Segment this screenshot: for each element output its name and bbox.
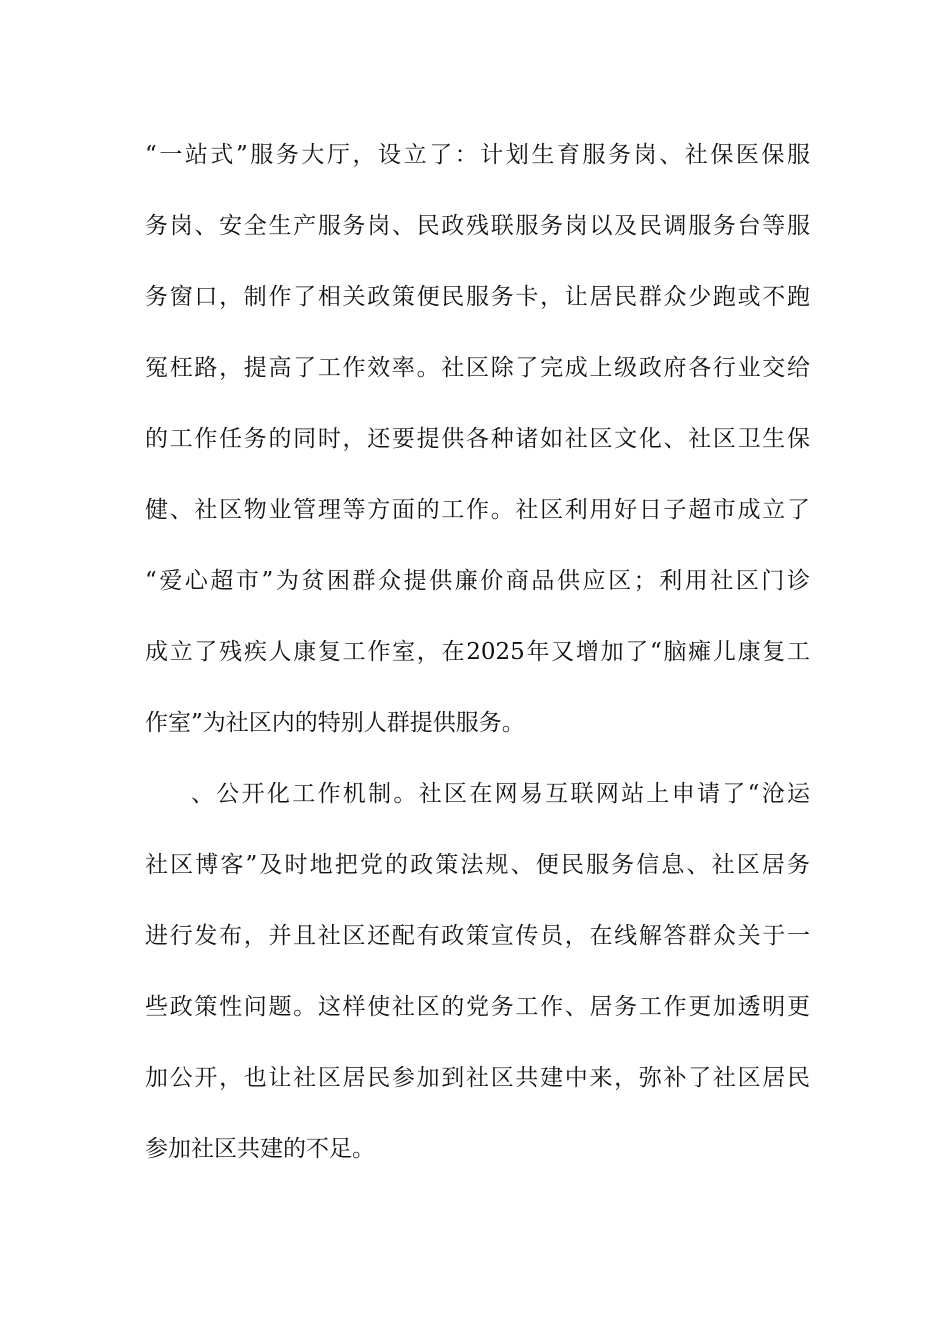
paragraph-2-line-4: 些政策性问题。这样使社区的党务工作、居务工作更加透明更 bbox=[145, 994, 810, 1020]
paragraph-1-line-1: “一站式”服务大厅，设立了：计划生育服务岗、社保医保服 bbox=[145, 142, 810, 168]
paragraph-2-line-1: 、公开化工作机制。社区在网易互联网站上申请了“沧运 bbox=[191, 781, 810, 807]
paragraph-1-line-9: 作室”为社区内的特别人群提供服务。 bbox=[145, 710, 525, 736]
paragraph-2-line-2: 社区博客”及时地把党的政策法规、便民服务信息、社区居务 bbox=[145, 852, 810, 878]
paragraph-2-line-6: 参加社区共建的不足。 bbox=[145, 1136, 375, 1162]
paragraph-1-line-3: 务窗口，制作了相关政策便民服务卡，让居民群众少跑或不跑 bbox=[145, 284, 810, 310]
paragraph-1-line-5: 的工作任务的同时，还要提供各种诸如社区文化、社区卫生保 bbox=[145, 426, 810, 452]
paragraph-1-line-7: “爱心超市”为贫困群众提供廉价商品供应区；利用社区门诊 bbox=[145, 568, 810, 594]
paragraph-1-line-2: 务岗、安全生产服务岗、民政残联服务岗以及民调服务台等服 bbox=[145, 213, 810, 239]
paragraph-1-line-8: 成立了残疾人康复工作室，在2025年又增加了“脑瘫儿康复工 bbox=[145, 639, 810, 665]
paragraph-1-line-6: 健、社区物业管理等方面的工作。社区利用好日子超市成立了 bbox=[145, 497, 810, 523]
paragraph-2-line-5: 加公开，也让社区居民参加到社区共建中来，弥补了社区居民 bbox=[145, 1065, 810, 1091]
paragraph-1-line-4: 冤枉路，提高了工作效率。社区除了完成上级政府各行业交给 bbox=[145, 355, 810, 381]
paragraph-2-line-3: 进行发布，并且社区还配有政策宣传员，在线解答群众关于一 bbox=[145, 923, 810, 949]
